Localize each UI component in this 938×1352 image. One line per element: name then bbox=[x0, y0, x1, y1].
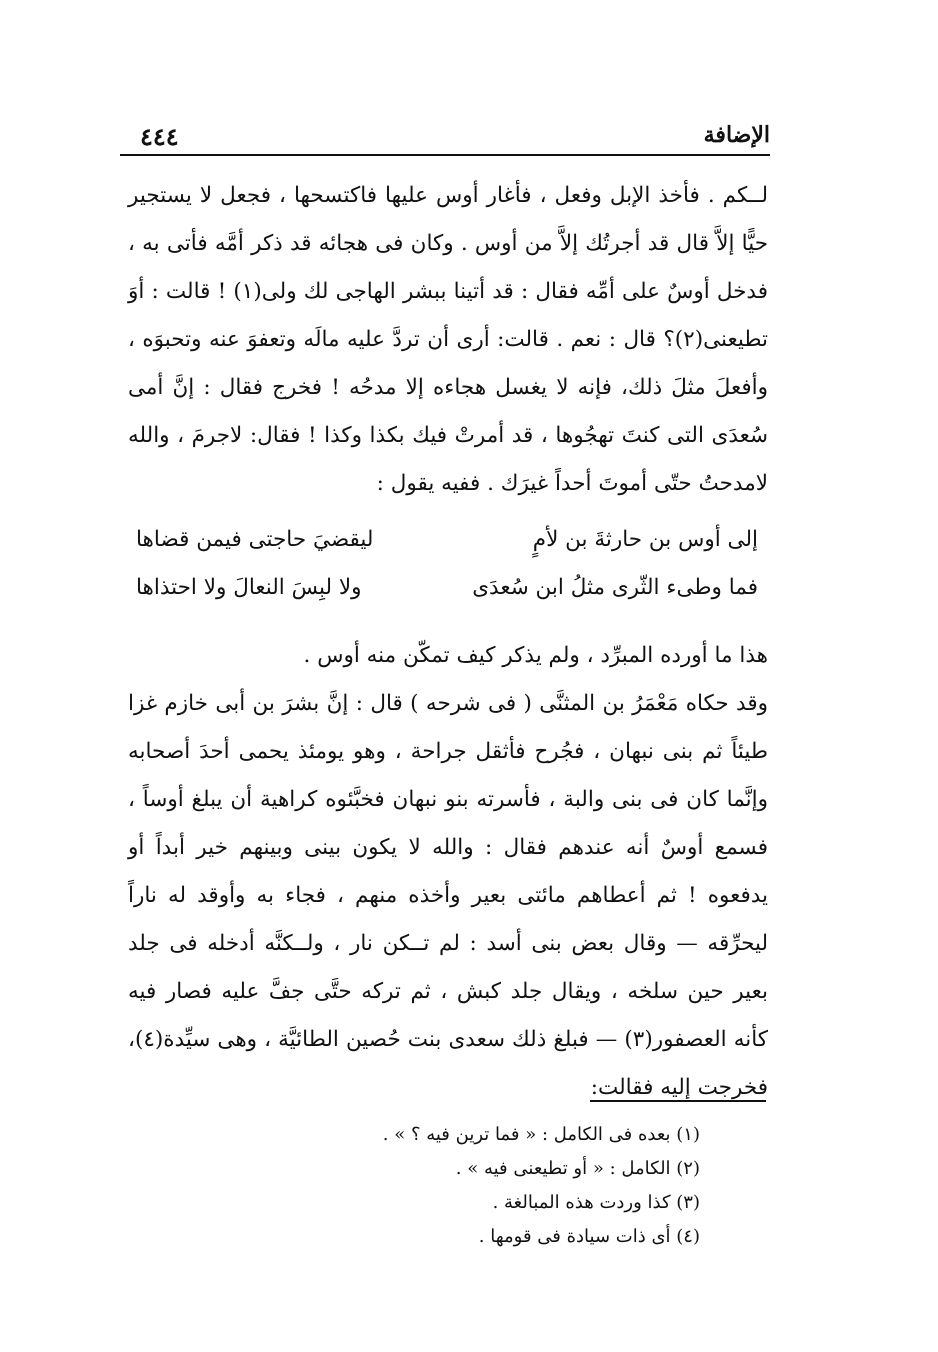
verse-first-hemistich: إلى أوس بن حارثةَ بن لأمٍ bbox=[532, 527, 758, 552]
verse-second-hemistich: ليقضيَ حاجتى فيمن قضاها bbox=[136, 527, 374, 552]
footnote: (٤) أى ذات سيادة فى قومها . bbox=[478, 1226, 700, 1247]
paragraph: هذا ما أورده المبرِّد ، ولم يذكر كيف تمكّن منه أوس . bbox=[303, 643, 768, 668]
poem bbox=[128, 516, 768, 612]
verse-first-hemistich: فما وطىء الثّرى مثلُ ابن سُعدَى bbox=[472, 575, 758, 600]
verse-line bbox=[128, 564, 768, 612]
paragraph: وقد حكاه مَعْمَرُ بن المثنَّى ( فى شرحه ) قال : إنَّ بشرَ بن أبى خازم غزا طيئاً ثم بنى نبهان ، فجُرح فأثقل جراحة ، وهو يومئذ يحمى أحدَ أصحابه وإنَّما كان فى بنى والبة ، فأسرته بنو نبهان فخبَّئوه كراهية أن يبلغ أوساً ، فسمع أوسٌ أنه عندهم فقال : والله لا يكون بينى وبينهم خير أبداً أو يدفعوه ! ثم أعطاهم مائتى بعير وأخذه منهم ، فجاء به وأوقد له ناراً ليحرِّقه — وقال بعض بنى أسد : لم تــكن نار ، ولــكنَّه أدخله فى جلد بعير حين سلخه ، ويقال جلد كبش ، ثم تركه حتَّى جفَّ عليه فصار فيه كأنه العصفور(٣) — فبلغ ذلك سعدى بنت حُصين الطائيَّة ، وهى سيِّدة(٤)، فخرجت إليه فقالت: bbox=[128, 691, 768, 1100]
page-number: ٤٤٤ bbox=[140, 122, 179, 151]
running-title: الإضافة bbox=[703, 122, 770, 148]
footnote: (١) بعده فى الكامل : « فما ترين فيه ؟ » . bbox=[382, 1124, 700, 1145]
footnote-divider bbox=[590, 1100, 766, 1102]
footnotes bbox=[280, 1118, 700, 1254]
footnote: (٢) الكامل : « أو تطيعنى فيه » . bbox=[455, 1158, 700, 1179]
footnote: (٣) كذا وردت هذه المبالغة . bbox=[492, 1192, 700, 1213]
main-text bbox=[128, 172, 768, 1112]
verse-second-hemistich: ولا لبِسَ النعالَ ولا احتذاها bbox=[136, 575, 362, 600]
verse-line bbox=[128, 516, 768, 564]
paragraph: لــكم . فأخذ الإبل وفعل ، فأغار أوس عليها فاكتسحها ، فجعل لا يستجير حيًّا إلاَّ قال قد أجرتُك إلاَّ من أوس . وكان فى هجائه قد ذكر أمَّه فأتى به ، فدخل أوسٌ على أمِّه فقال : قد أتينا ببشر الهاجى لك ولى(١) ! قالت : أوَ تطيعنى(٢)؟ قال : نعم . قالت: أرى أن تردَّ عليه مالَه وتعفوَ عنه وتحبوَه ، وأفعلَ مثلَ ذلك، فإنه لا يغسل هجاءه إلا مدحُه ! فخرج فقال : إنَّ أمى سُعدَى التى كنتَ تهجُوها ، قد أمرتْ فيك بكذا وكذا ! فقال: لاجرمَ ، والله لامدحتُ حتّى أموتَ أحداً غيرَك . ففيه يقول : bbox=[128, 183, 768, 496]
page-header bbox=[120, 120, 770, 156]
